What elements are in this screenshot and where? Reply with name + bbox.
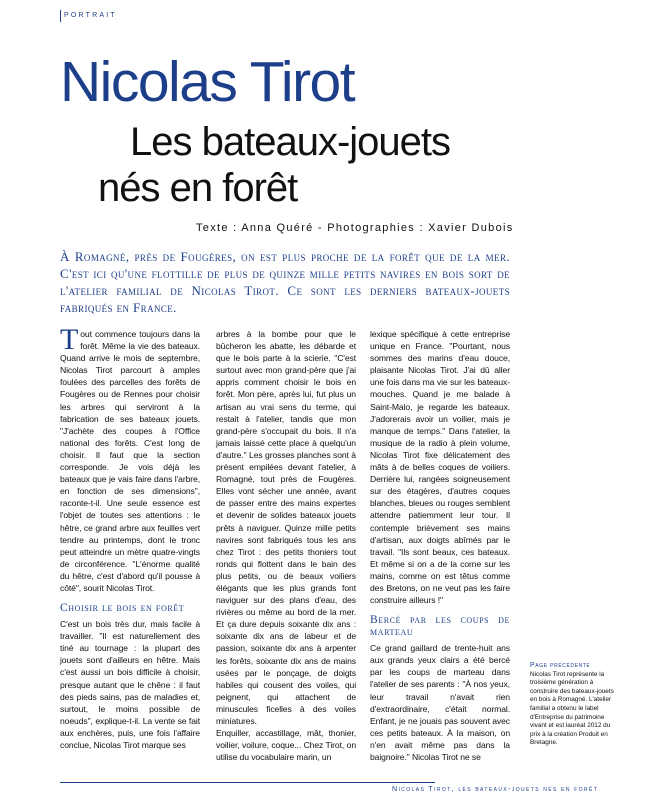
paragraph [60,323,200,594]
lead-paragraph: À Romagné, près de Fougères, on est plus proche de la forêt que de la mer. C'est ici qu'une flottille de plus de quinze mille petits navires en bois sort de l'atelier familial de Nicolas Tirot. Ce sont les derniers bateaux-jouets fabriqués en France. [60,249,510,315]
credits: Texte : Anna Quéré - Photographies : Xavier Dubois [196,222,514,234]
column-1 [60,323,200,751]
caption-text: Nicolas Tirot représente la troisième génération à construire des bateaux-jouets en bois à Romagné. L'atelier familial a obtenu le label d'Entreprise du patrimoine vivant et est lauréat 2012 du prix à la création Produit en Bretagne. [530,670,614,747]
paragraph: C'est un bois très dur, mais facile à travailler. "Il est naturellement des tiné au tournage : la plupart des jouets sont d'ailleurs en hêtre. Mais c'est aussi un bois difficile à choisir, presque autant que le chêne : il faut des pieds sains, pas de maladies et, surtout, le moins possible de noeuds", explique-t-il. La vente se fait aux enchères, puis, une fois l'affaire conclue, Nicolas Tirot marque ses [60,619,200,750]
drop-cap: T [60,323,79,356]
column-2 [216,328,356,763]
section-rule [60,10,61,22]
photo-caption [530,662,614,748]
article-subtitle-line1: Les bateaux-jouets [130,120,451,164]
caption-heading: Page précédente [530,662,591,669]
paragraph: Ce grand gaillard de trente-huit ans aux grands yeux clairs a été bercé par les coups de marteau dans l'atelier de ses parents : "À nos yeux, leur travail n'avait rien d'extraordinaire, c'était normal. Enfant, je ne jouais pas souvent avec ces petits bateaux. À la maison, on n'en avait même pas dans la baignoire." Nicolas Tirot ne se [370,643,510,762]
section-heading: Choisir le bois en forêt [60,602,185,615]
paragraph: arbres à la bombe pour que le bûcheron les abatte, les débarde et que le bois parte à la scierie. "C'est surtout avec mon grand-père que j'ai appris comment choisir le bois en forêt. Mon père, après lui, fut plus un artisan au vrai sens du terme, qui restait à l'atelier, tandis que mon grand-père s'occupait du bois. Il n'a jamais laissé cette place à quelqu'un d'autre." Les grosses planches sont à présent empilées devant l'atelier, à Romagné, tout près de Fougères. Elles vont sécher une année, avant de passer entre des mains expertes et devenir de solides bateaux jouets prêts à naviguer. Quinze mille petits navires sont fabriqués tous les ans chez Tirot : des petits thoniers tout ronds qui flottent dans le bain des plus petits, ou de beaux voiliers élégants que les plus grands font naviguer sur des plans d'eau, des rivières ou même au bord de la mer. Et ça dure depuis soixante dix ans : soixante dix ans de labeur et de passion, soixante dix ans à arpenter les forêts, soixante dix ans de mains usées par le ponçage, de doigts habiles qui cousent des voiles, qui peignent, qui attachent de minuscules ficelles à des voiles miniatures. [216,329,356,726]
footer-rule [60,782,435,783]
section-heading: Bercé par les coups de marteau [370,614,510,639]
column-3 [370,328,510,763]
running-footer: Nicolas Tirot, les bateaux-jouets nés en forêt [392,786,599,793]
paragraph: Enquiller, accastillage, mât, thonier, voilier, voilure, coque... Chez Tirot, on utilise du vocabulaire marin, un [216,728,356,763]
section-label: PORTRAIT [64,12,117,19]
article-title: Nicolas Tirot [60,50,355,114]
article-subtitle-line2: nés en forêt [98,166,298,210]
paragraph: lexique spécifique à cette entreprise unique en France. "Pourtant, nous sommes des marins d'eau douce, plaisante Nicolas Tirot. J'ai dû aller une fois dans ma vie sur les bateaux-mouches. Quand je me balade à Saint-Malo, je regarde les bateaux. J'adorerais avoir un voilier, mais je manque de temps." Dans l'atelier, la musique de la radio à plein volume, Nicolas Tirot fixe délicatement des mâts à de belles coques de voiliers. Derrière lui, rangées soigneusement sur des étagères, d'autres coques blanches, bleues ou rouges semblent attendre patiemment leur tour. Il contemple brièvement ses mains d'artisan, aux doigts abîmés par le travail. "Ils sont beaux, ces bateaux. Et même si on a de la corne sur les mains, comme on est têtus comme des Bretons, on ne veut pas les faire construire ailleurs !" [370,329,510,606]
paragraph-text: out commence toujours dans la forêt. Même la vie des bateaux. Quand arrive le mois de septembre, Nicolas Tirot parcourt à amples foulées des parcelles des forêts de Fougères ou de Rennes pour choisir les arbres qui serviront à la fabrication de ses bateaux jouets. "J'achète des coupes à l'Office national des forêts. C'est long de choisir. Il faut que la section corresponde. Je vois déjà les bateaux que je vais faire dans l'arbre, en fonction de ses dimensions", raconte-t-il. Une seule essence est l'objet de toutes ses attentions : le hêtre, ce grand arbre aux feuilles vert tendre au printemps, dont le tronc peut atteindre un mètre quatre-vingts de circonférence. "L'énorme qualité du hêtre, c'est d'abord qu'il pousse à côté", sourit Nicolas Tirot. [60,329,200,593]
